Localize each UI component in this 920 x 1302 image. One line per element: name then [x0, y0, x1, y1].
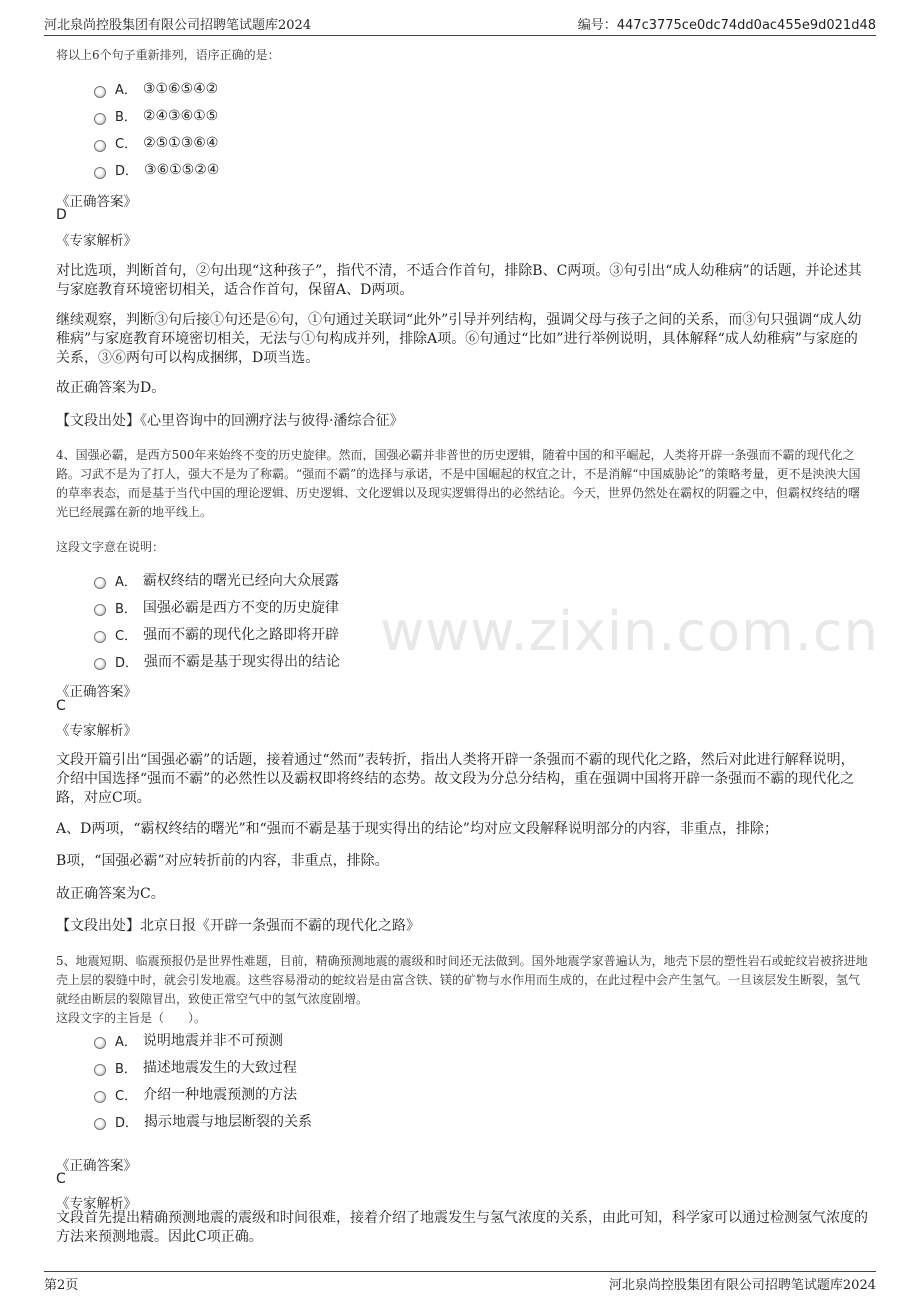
analysis-paragraph: 文段首先提出精确预测地震的震级和时间很难，接着介绍了地震发生与氢气浓度的关系，由此可知，科学家可以通过检测氢气浓度的方法来预测地震。因此C项正确。: [56, 1210, 868, 1245]
analysis-paragraph: 继续观察，判断③句后接①句还是⑥句，①句通过关联词“此外”引导并列结构，强调父母与孩子之间的关系，而③句只强调“成人幼稚病”与家庭教育环境密切相关，无法与①句构成并列，排除A项。⑥句通过“比如”进行举例说明，具体解释“成人幼稚病”与家庭的关系，③⑥两句可以构成捆绑，D项当选。: [56, 312, 862, 366]
answer-value: C: [56, 698, 66, 714]
analysis-paragraph: B项，“国强必霸”对应转折前的内容，非重点，排除。: [56, 853, 389, 869]
q4-option-d[interactable]: D． 强而不霸是基于现实得出的结论: [94, 651, 340, 671]
q5-question: 这段文字的主旨是（ ）。: [56, 1011, 207, 1025]
watermark: www.zixin.com.cn: [380, 600, 879, 663]
radio-icon[interactable]: [94, 167, 106, 179]
page-number: 第2页: [44, 1278, 79, 1293]
q3-option-a[interactable]: A． ③①⑥⑤④②: [94, 79, 218, 98]
radio-icon[interactable]: [94, 113, 106, 125]
radio-icon[interactable]: [94, 577, 106, 589]
analysis-label: 《专家解析》: [56, 723, 137, 739]
radio-icon[interactable]: [94, 1091, 106, 1103]
q5-option-d[interactable]: D． 揭示地震与地层断裂的关系: [94, 1111, 312, 1131]
footer-title: 河北泉尚控股集团有限公司招聘笔试题库2024: [608, 1278, 876, 1293]
header-serial: 编号：447c3775ce0dc74dd0ac455e9d021d48: [577, 18, 876, 33]
q3-stem: 将以上6个句子重新排列，语序正确的是：: [56, 48, 280, 62]
radio-icon[interactable]: [94, 1037, 106, 1049]
q5-option-c[interactable]: C． 介绍一种地震预测的方法: [94, 1084, 297, 1104]
q4-question: 这段文字意在说明：: [56, 540, 165, 554]
q3-option-d[interactable]: D． ③⑥①⑤②④: [94, 160, 219, 179]
answer-label: 《正确答案》: [56, 1158, 137, 1174]
page-header: [44, 11, 876, 36]
q4-option-c[interactable]: C． 强而不霸的现代化之路即将开辟: [94, 624, 339, 644]
answer-value: C: [56, 1171, 66, 1187]
analysis-paragraph: 文段开篇引出“国强必霸”的话题，接着通过“然而”表转折，指出人类将开辟一条强而不霸的现代化之路，然后对此进行解释说明，介绍中国选择“强而不霸”的必然性以及霸权即将终结的态势。故文段为分总分结构，重在强调中国将开辟一条强而不霸的现代化之路，对应C项。: [56, 752, 855, 806]
q5-option-b[interactable]: B． 描述地震发生的大致过程: [94, 1057, 297, 1077]
q5-option-a[interactable]: A． 说明地震并非不可预测: [94, 1030, 283, 1050]
q3-option-b[interactable]: B． ②④③⑥①⑤: [94, 106, 218, 125]
q5-stem: 5、地震短期、临震预报仍是世界性难题，目前，精确预测地震的震级和时间还无法做到。国外地震学家普遍认为，地壳下层的塑性岩石或蛇纹岩被挤进地壳上层的裂缝中时，就会引发地震。这些容易滑动的蛇纹岩是由富含铁、镁的矿物与水作用而生成的，在此过程中会产生氢气。一旦该层发生断裂，氢气就经由断层的裂隙冒出，致使正常空气中的氢气浓度剧增。: [56, 954, 868, 1006]
analysis-label: 《专家解析》: [56, 233, 137, 249]
q4-option-b[interactable]: B． 国强必霸是西方不变的历史旋律: [94, 597, 339, 617]
radio-icon[interactable]: [94, 631, 106, 643]
radio-icon[interactable]: [94, 604, 106, 616]
analysis-paragraph: A、D两项，“霸权终结的曙光”和“强而不霸是基于现实得出的结论”均对应文段解释说明部分的内容，非重点，排除；: [56, 821, 778, 837]
radio-icon[interactable]: [94, 140, 106, 152]
answer-value: D: [56, 207, 67, 223]
analysis-conclusion: 故正确答案为C。: [56, 886, 165, 902]
analysis-paragraph: 对比选项，判断首句，②句出现“这种孩子”，指代不清，不适合作首句，排除B、C两项。③句引出“成人幼稚病”的话题，并论述其与家庭教育环境密切相关，适合作首句，保留A、D两项。: [56, 263, 862, 298]
answer-label: 《正确答案》: [56, 684, 137, 700]
source-citation: 【文段出处】《心里咨询中的回溯疗法与彼得·潘综合征》: [56, 413, 404, 429]
radio-icon[interactable]: [94, 1064, 106, 1076]
radio-icon[interactable]: [94, 658, 106, 670]
answer-label: 《正确答案》: [56, 194, 137, 210]
radio-icon[interactable]: [94, 86, 106, 98]
analysis-label: 《专家解析》: [56, 1196, 137, 1212]
radio-icon[interactable]: [94, 1118, 106, 1130]
analysis-conclusion: 故正确答案为D。: [56, 380, 166, 396]
source-citation: 【文段出处】北京日报《开辟一条强而不霸的现代化之路》: [56, 918, 420, 934]
q4-option-a[interactable]: A． 霸权终结的曙光已经向大众展露: [94, 570, 339, 590]
q4-stem: 4、国强必霸，是西方500年来始终不变的历史旋律。然而，国强必霸并非普世的历史逻辑，随着中国的和平崛起，人类将开辟一条强而不霸的现代化之路。习武不是为了打人，强大不是为了称霸。“强而不霸”的选择与承诺，不是中国崛起的权宜之计，不是消解“中国威胁论”的策略考量，更不是泱泱大国的草率表态，而是基于当代中国的理论逻辑、历史逻辑、文化逻辑以及现实逻辑得出的必然结论。今天，世界仍然处在霸权的阴霾之中，但霸权终结的曙光已经展露在新的地平线上。: [56, 448, 861, 519]
q3-option-c[interactable]: C． ②⑤①③⑥④: [94, 133, 218, 152]
header-title: 河北泉尚控股集团有限公司招聘笔试题库2024: [44, 18, 312, 33]
page-footer: [44, 1271, 876, 1293]
